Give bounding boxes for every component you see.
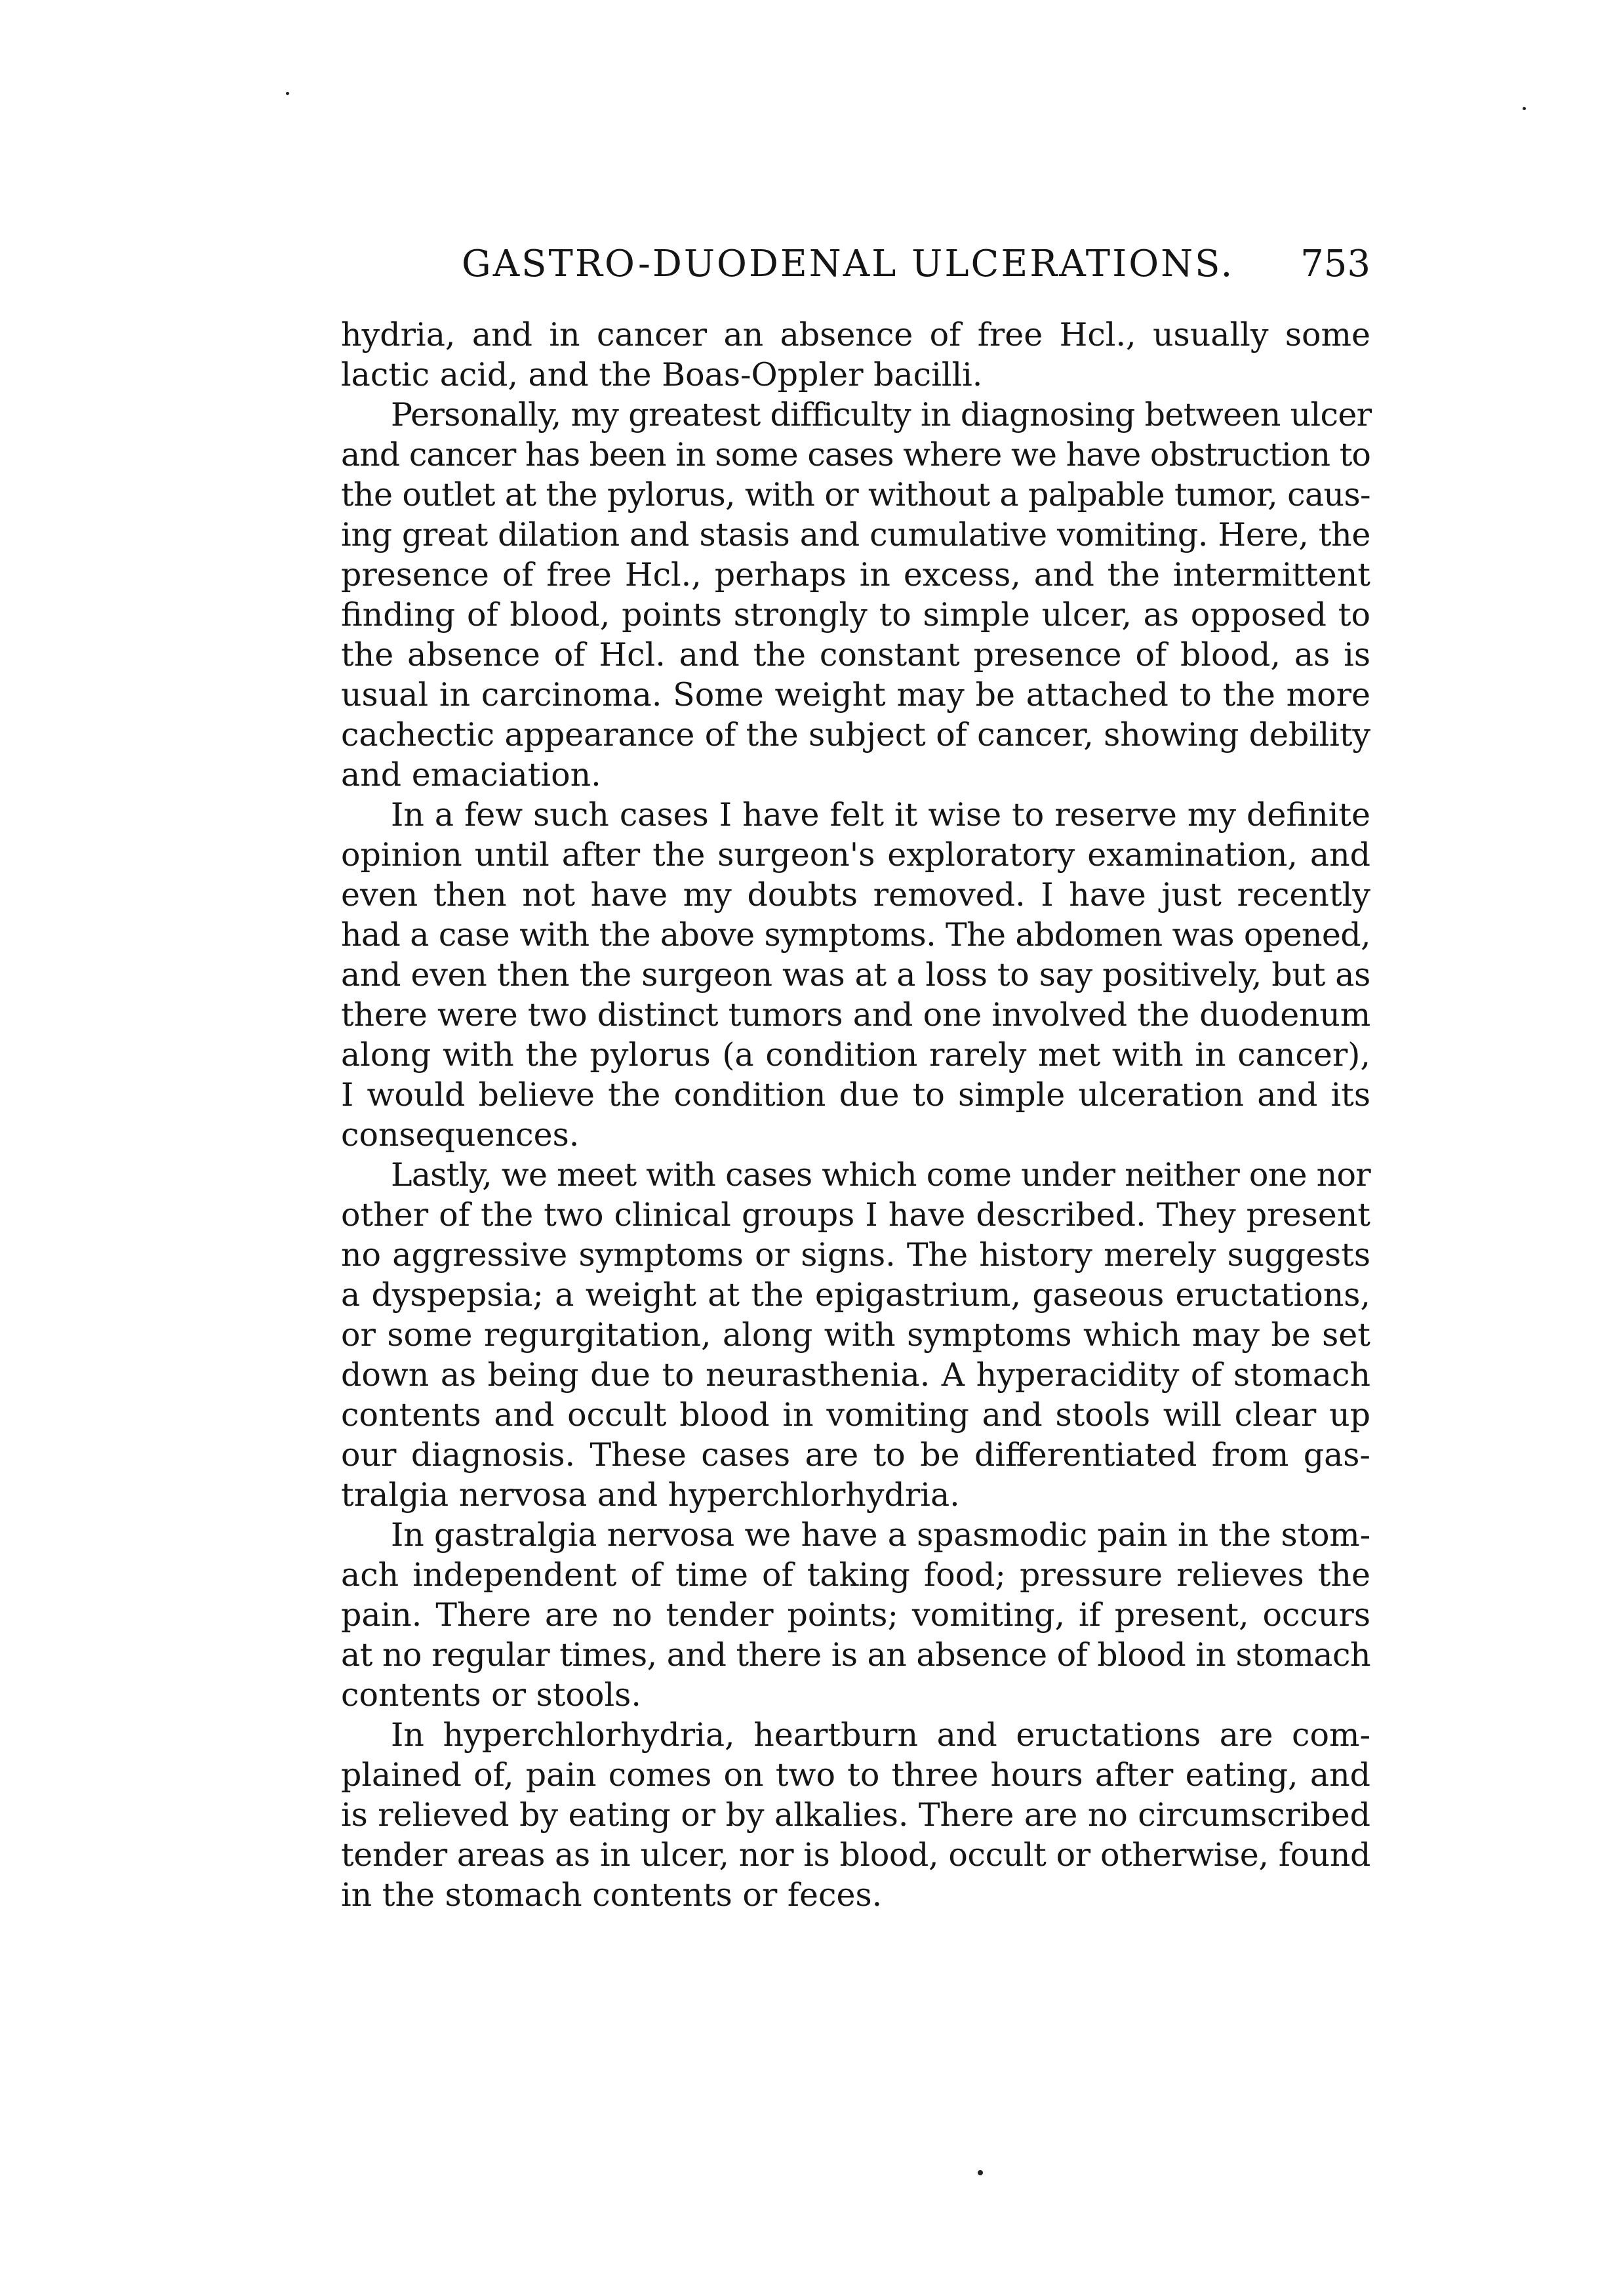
text-line: In gastralgia nervosa we have a spasmodic pain in the stom- [391,1516,1370,1554]
text-line: usual in carcinoma. Some weight may be attached to the more [341,676,1370,714]
text-line: the absence of Hcl. and the constant presence of blood, as is [341,636,1370,674]
text-line: hydria, and in cancer an absence of free Hcl., usually some [341,316,1370,353]
paragraph [341,1155,1370,1515]
text-line: contents or stools. [341,1676,641,1714]
paragraph [341,315,1370,395]
text-line: other of the two clinical groups I have described. They present [341,1196,1370,1234]
text-line: a dyspepsia; a weight at the epigastrium, gaseous eructations, [341,1276,1370,1314]
page-number: 753 [1300,243,1370,285]
text-line: plained of, pain comes on two to three hours after eating, and [341,1756,1370,1794]
text-line: presence of free Hcl., perhaps in excess, and the intermittent [341,556,1370,594]
text-line: contents and occult blood in vomiting and stools will clear up [341,1396,1370,1434]
text-line: and emaciation. [341,756,601,794]
speck-mark [978,2170,983,2175]
text-line: cachectic appearance of the subject of cancer, showing debility [341,716,1370,754]
paragraph [341,1715,1370,1915]
text-line: ing great dilation and stasis and cumulative vomiting. Here, the [341,516,1370,554]
text-line: our diagnosis. These cases are to be differentiated from gas- [341,1436,1370,1474]
text-line: consequences. [341,1116,580,1154]
text-line: tralgia nervosa and hyperchlorhydria. [341,1476,960,1514]
speck-mark [286,92,289,95]
text-line: is relieved by eating or by alkalies. There are no circumscribed [341,1796,1370,1834]
text-line: In hyperchlorhydria, heartburn and eructations are com- [391,1716,1370,1754]
paragraph [341,1515,1370,1715]
text-line: opinion until after the surgeon's exploratory examination, and [341,836,1370,874]
text-line: in the stomach contents or feces. [341,1876,883,1914]
text-line: along with the pylorus (a condition rarely met with in cancer), [341,1036,1370,1074]
text-line: at no regular times, and there is an absence of blood in stomach [341,1636,1370,1674]
text-line: Personally, my greatest difficulty in diagnosing between ulcer [391,396,1372,433]
text-line: there were two distinct tumors and one involved the duodenum [341,996,1370,1034]
text-line: tender areas as in ulcer, nor is blood, occult or otherwise, found [341,1836,1370,1874]
speck-mark [1523,107,1526,110]
text-line: down as being due to neurasthenia. A hyperacidity of stomach [341,1356,1370,1394]
body-text [341,315,1370,1915]
page-header [341,241,1370,287]
text-line: and cancer has been in some cases where we have obstruction to [341,436,1370,473]
text-line: even then not have my doubts removed. I have just recently [341,876,1370,914]
text-line: ach independent of time of taking food; pressure relieves the [341,1556,1370,1594]
running-head: GASTRO-DUODENAL ULCERATIONS. [462,243,1235,285]
text-line: pain. There are no tender points; vomiting, if present, occurs [341,1596,1370,1634]
text-line: and even then the surgeon was at a loss to say positively, but as [341,956,1370,994]
paragraph [341,795,1370,1155]
paragraph [341,395,1370,795]
text-line: lactic acid, and the Boas-Oppler bacilli. [341,356,983,393]
text-line: the outlet at the pylorus, with or without a palpable tumor, caus- [341,476,1370,514]
text-line: or some regurgitation, along with symptoms which may be set [341,1316,1370,1354]
text-line: In a few such cases I have felt it wise to reserve my definite [391,796,1370,834]
text-line: had a case with the above symptoms. The abdomen was opened, [341,916,1370,954]
text-line: Lastly, we meet with cases which come under neither one nor [391,1156,1370,1194]
text-line: finding of blood, points strongly to simple ulcer, as opposed to [341,596,1370,634]
text-line: no aggressive symptoms or signs. The history merely suggests [341,1236,1370,1274]
text-line: I would believe the condition due to simple ulceration and its [341,1076,1370,1114]
